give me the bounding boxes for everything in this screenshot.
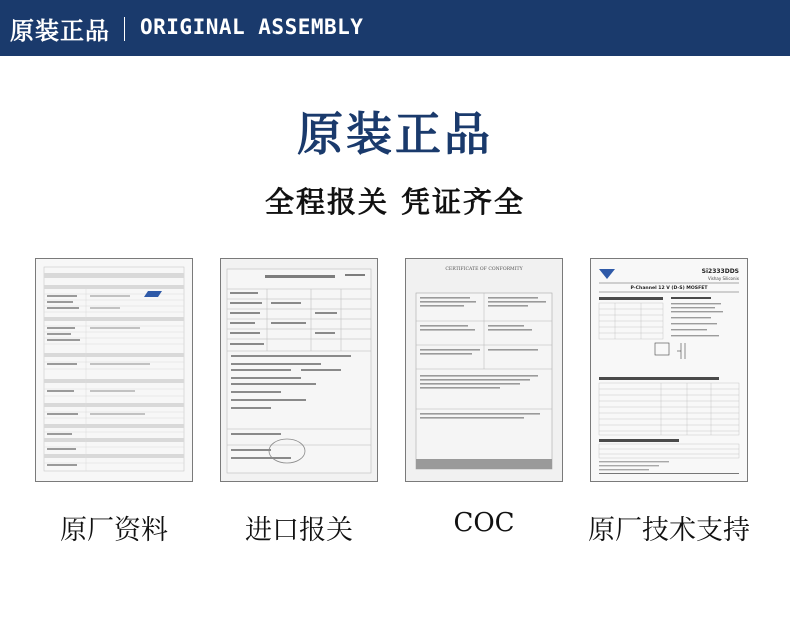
banner-title-en: ORIGINAL ASSEMBLY (140, 15, 364, 39)
document-thumbnail-icon (36, 259, 192, 481)
card-customs[interactable] (220, 258, 378, 482)
caption-coc: COC (453, 508, 515, 538)
customs-declaration-thumbnail-icon (221, 259, 377, 481)
main-title: 原装正品 (297, 107, 493, 161)
sub-title: 全程报关 凭证齐全 (264, 185, 526, 219)
card-datasheet[interactable] (35, 258, 193, 482)
mosfet-datasheet-thumbnail-icon (591, 259, 747, 481)
card-techsupport[interactable] (590, 258, 748, 482)
caption-datasheet: 原厂资料 (60, 515, 168, 546)
caption-customs: 进口报关 (245, 515, 353, 546)
caption-techsupport: 原厂技术支持 (588, 515, 750, 546)
coc-doc-heading: CERTIFICATE OF CONFORMITY (445, 267, 523, 272)
mosfet-brand: Vishay Siliconix (707, 276, 739, 281)
mosfet-doc-title: P-Channel 12 V (D-S) MOSFET (630, 286, 708, 291)
banner-title-cn: 原装正品 (10, 17, 110, 45)
top-banner (0, 0, 790, 56)
mosfet-part-number: Si2333DDS (701, 268, 739, 275)
card-coc[interactable] (405, 258, 563, 482)
coc-certificate-thumbnail-icon (406, 259, 562, 481)
banner-divider (124, 17, 125, 41)
